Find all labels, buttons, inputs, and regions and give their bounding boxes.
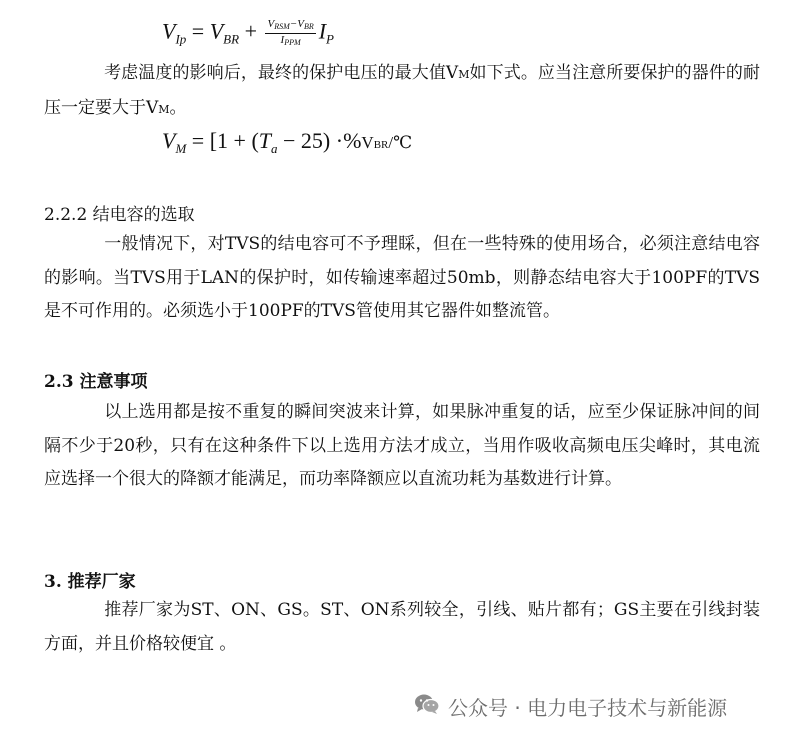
paragraph-vendors <box>44 594 760 661</box>
heading-3-title: 推荐厂家 <box>67 572 136 592</box>
paragraph-temperature-text-b: 如下式。应当注意所要保护的器件的耐压一定要大于V <box>44 63 760 118</box>
paragraph-temperature-text-a: 考虑温度的影响后，最终的保护电压的最大值V <box>104 63 459 83</box>
frac-den-i: I <box>280 34 285 46</box>
paragraph-capacitance <box>44 228 760 329</box>
formula-vm-lhs: V <box>162 128 176 153</box>
formula-vm-open: = [1 + ( <box>186 128 259 153</box>
heading-2-2-2: 2.2.2 结电容的选取 <box>44 205 195 225</box>
paragraph-temperature <box>44 57 760 126</box>
heading-3 <box>44 567 136 592</box>
formula-vm-ta-sub: a <box>271 141 278 156</box>
formula-vip-fraction <box>265 18 315 49</box>
formula-vip-eq: = <box>186 18 210 44</box>
frac-den-sub: PPM <box>284 38 301 47</box>
formula-vip <box>162 18 334 49</box>
frac-num-minus: −V <box>289 18 304 30</box>
formula-vip-vbr: V <box>209 18 224 44</box>
paragraph-notes <box>44 396 760 497</box>
formula-vm-vbr-sub: BR <box>373 139 389 151</box>
frac-num-sub2: BR <box>303 22 314 31</box>
heading-2-3 <box>44 367 148 392</box>
formula-vip-lhs-sub: Ip <box>175 31 187 47</box>
formula-vm-vbr: V <box>361 133 374 152</box>
formula-vip-ip: I <box>318 18 327 44</box>
formula-vm <box>162 128 412 157</box>
wechat-icon <box>414 693 440 720</box>
heading-2-3-title: 注意事项 <box>79 372 148 392</box>
formula-vm-rest: − 25) ·% <box>277 128 362 153</box>
paragraph-temperature-sub-m: M <box>458 68 470 81</box>
paragraph-temperature-text-c: 。 <box>169 97 187 118</box>
formula-vip-vbr-sub: BR <box>223 31 240 47</box>
formula-vm-unit: /℃ <box>388 133 413 152</box>
formula-vip-lhs: V <box>162 18 176 44</box>
frac-num-v: V <box>267 18 275 30</box>
heading-3-number: 3. <box>44 572 62 592</box>
formula-vip-plus: + <box>239 18 263 44</box>
formula-vip-ip-sub: P <box>326 31 334 47</box>
wechat-watermark <box>414 693 727 719</box>
paragraph-capacitance-text: 一般情况下，对TVS的结电容可不予理睬，但在一些特殊的使用场合，必须注意结电容的影响。当TVS用于LAN的保护时，如传输速率超过50mb，则静态结电容大于100PF的TVS是不可作用的。必须选小于100PF的TVS管使用其它器件如整流管。 <box>44 234 760 321</box>
paragraph-vendors-text: 推荐厂家为ST、ON、GS。ST、ON系列较全，引线、贴片都有；GS主要在引线封装方面，并且价格较便宜 。 <box>44 600 760 654</box>
watermark-text: 公众号 · 电力电子技术与新能源 <box>448 695 728 720</box>
heading-2-3-number: 2.3 <box>44 372 74 392</box>
frac-num-sub1: RSM <box>274 22 290 31</box>
paragraph-temperature-sub-m2: M <box>158 102 170 116</box>
formula-vm-ta: T <box>258 128 272 153</box>
formula-vm-lhs-sub: M <box>175 141 187 156</box>
paragraph-notes-text: 以上选用都是按不重复的瞬间突波来计算，如果脉冲重复的话，应至少保证脉冲间的间隔不少于20秒，只有在这种条件下以上选用方法才成立，当用作吸收高频电压尖峰时，其电流应选择一个很大的降额才能满足，而功率降额应以直流功耗为基数进行计算。 <box>44 402 760 489</box>
